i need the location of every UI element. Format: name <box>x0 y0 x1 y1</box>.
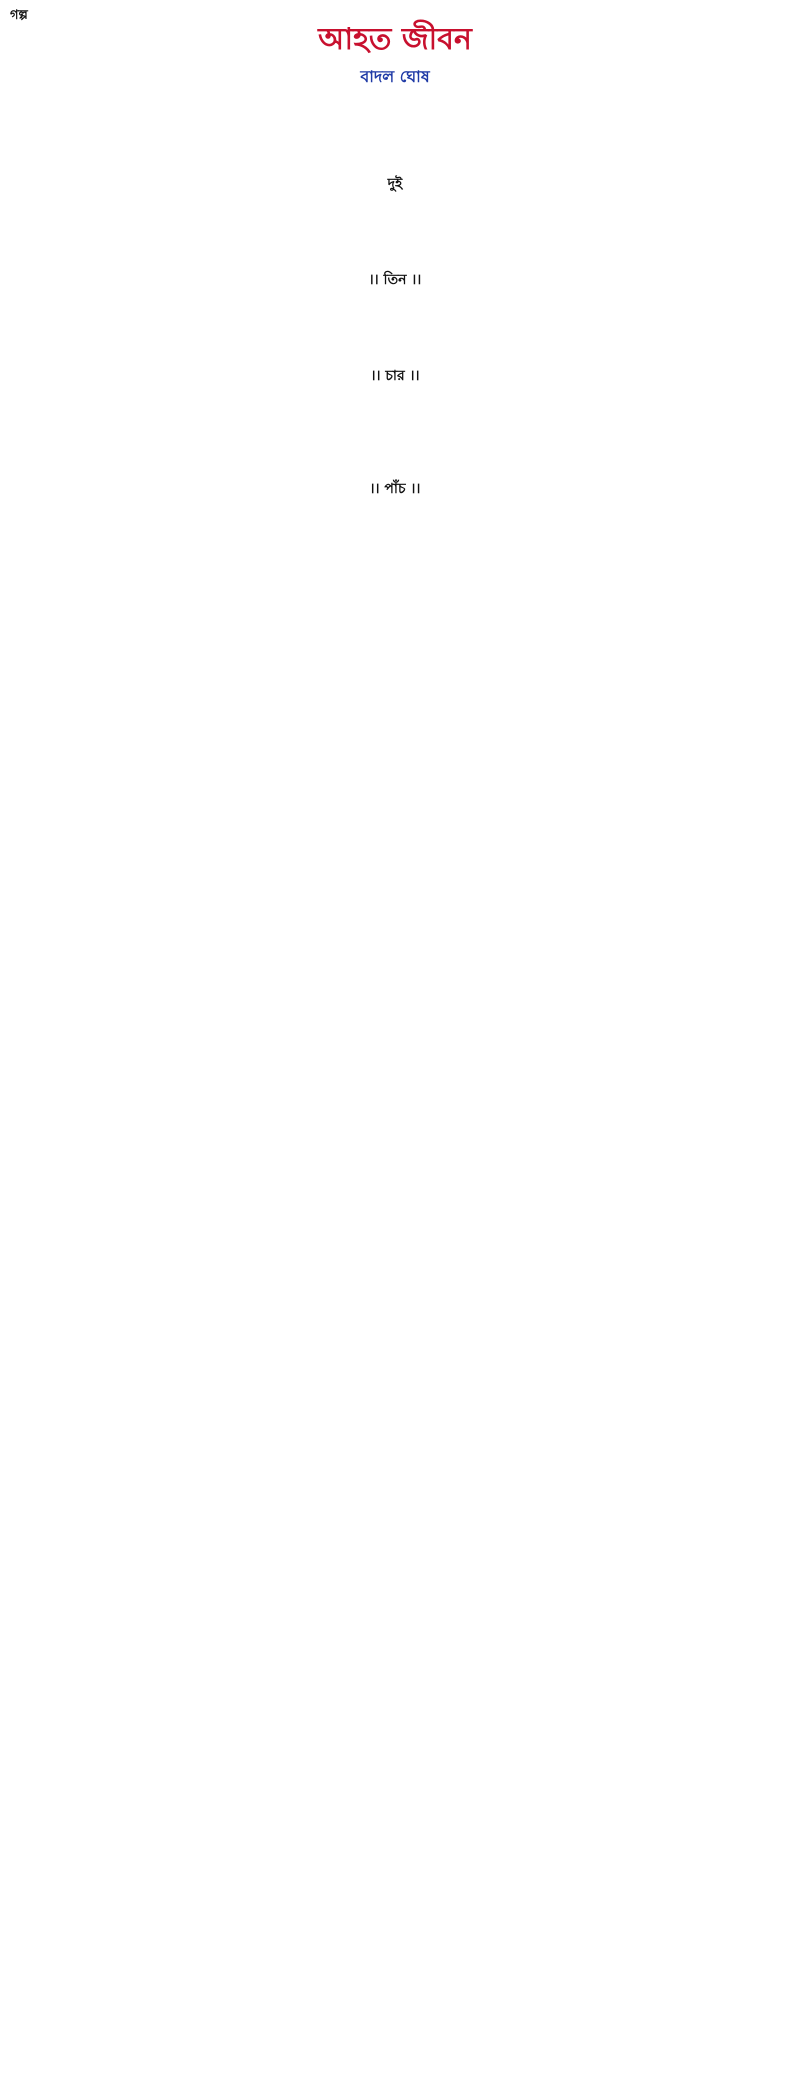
section-1 <box>14 101 776 169</box>
paragraph <box>14 248 776 265</box>
author-name: বাদল ঘোষ <box>360 67 430 86</box>
paragraph <box>14 344 776 361</box>
paragraph <box>14 406 776 423</box>
section-heading: ।। তিন ।। <box>368 272 422 288</box>
section-heading: দুই <box>387 176 403 192</box>
paragraph <box>14 135 776 152</box>
paragraph <box>14 118 776 135</box>
paragraph <box>14 327 776 344</box>
paragraph <box>14 389 776 406</box>
section-5 <box>14 480 776 536</box>
section-heading: ।। চার ।। <box>370 368 420 384</box>
paragraph <box>14 152 776 169</box>
paragraph <box>14 293 776 310</box>
paragraph <box>14 502 776 519</box>
section-heading: ।। পাঁচ ।। <box>369 481 421 497</box>
section-4 <box>14 367 776 474</box>
story-title: আহত জীবন <box>318 22 472 57</box>
paragraph <box>14 423 776 440</box>
paragraph <box>14 440 776 457</box>
section-3 <box>14 271 776 361</box>
paragraph <box>14 231 776 248</box>
story-body <box>14 101 776 536</box>
paragraph <box>14 310 776 327</box>
paragraph <box>14 457 776 474</box>
paragraph <box>14 197 776 214</box>
paragraph <box>14 214 776 231</box>
section-2 <box>14 175 776 265</box>
paragraph <box>14 101 776 118</box>
category-label: গল্প <box>10 8 28 23</box>
paragraph <box>14 519 776 536</box>
